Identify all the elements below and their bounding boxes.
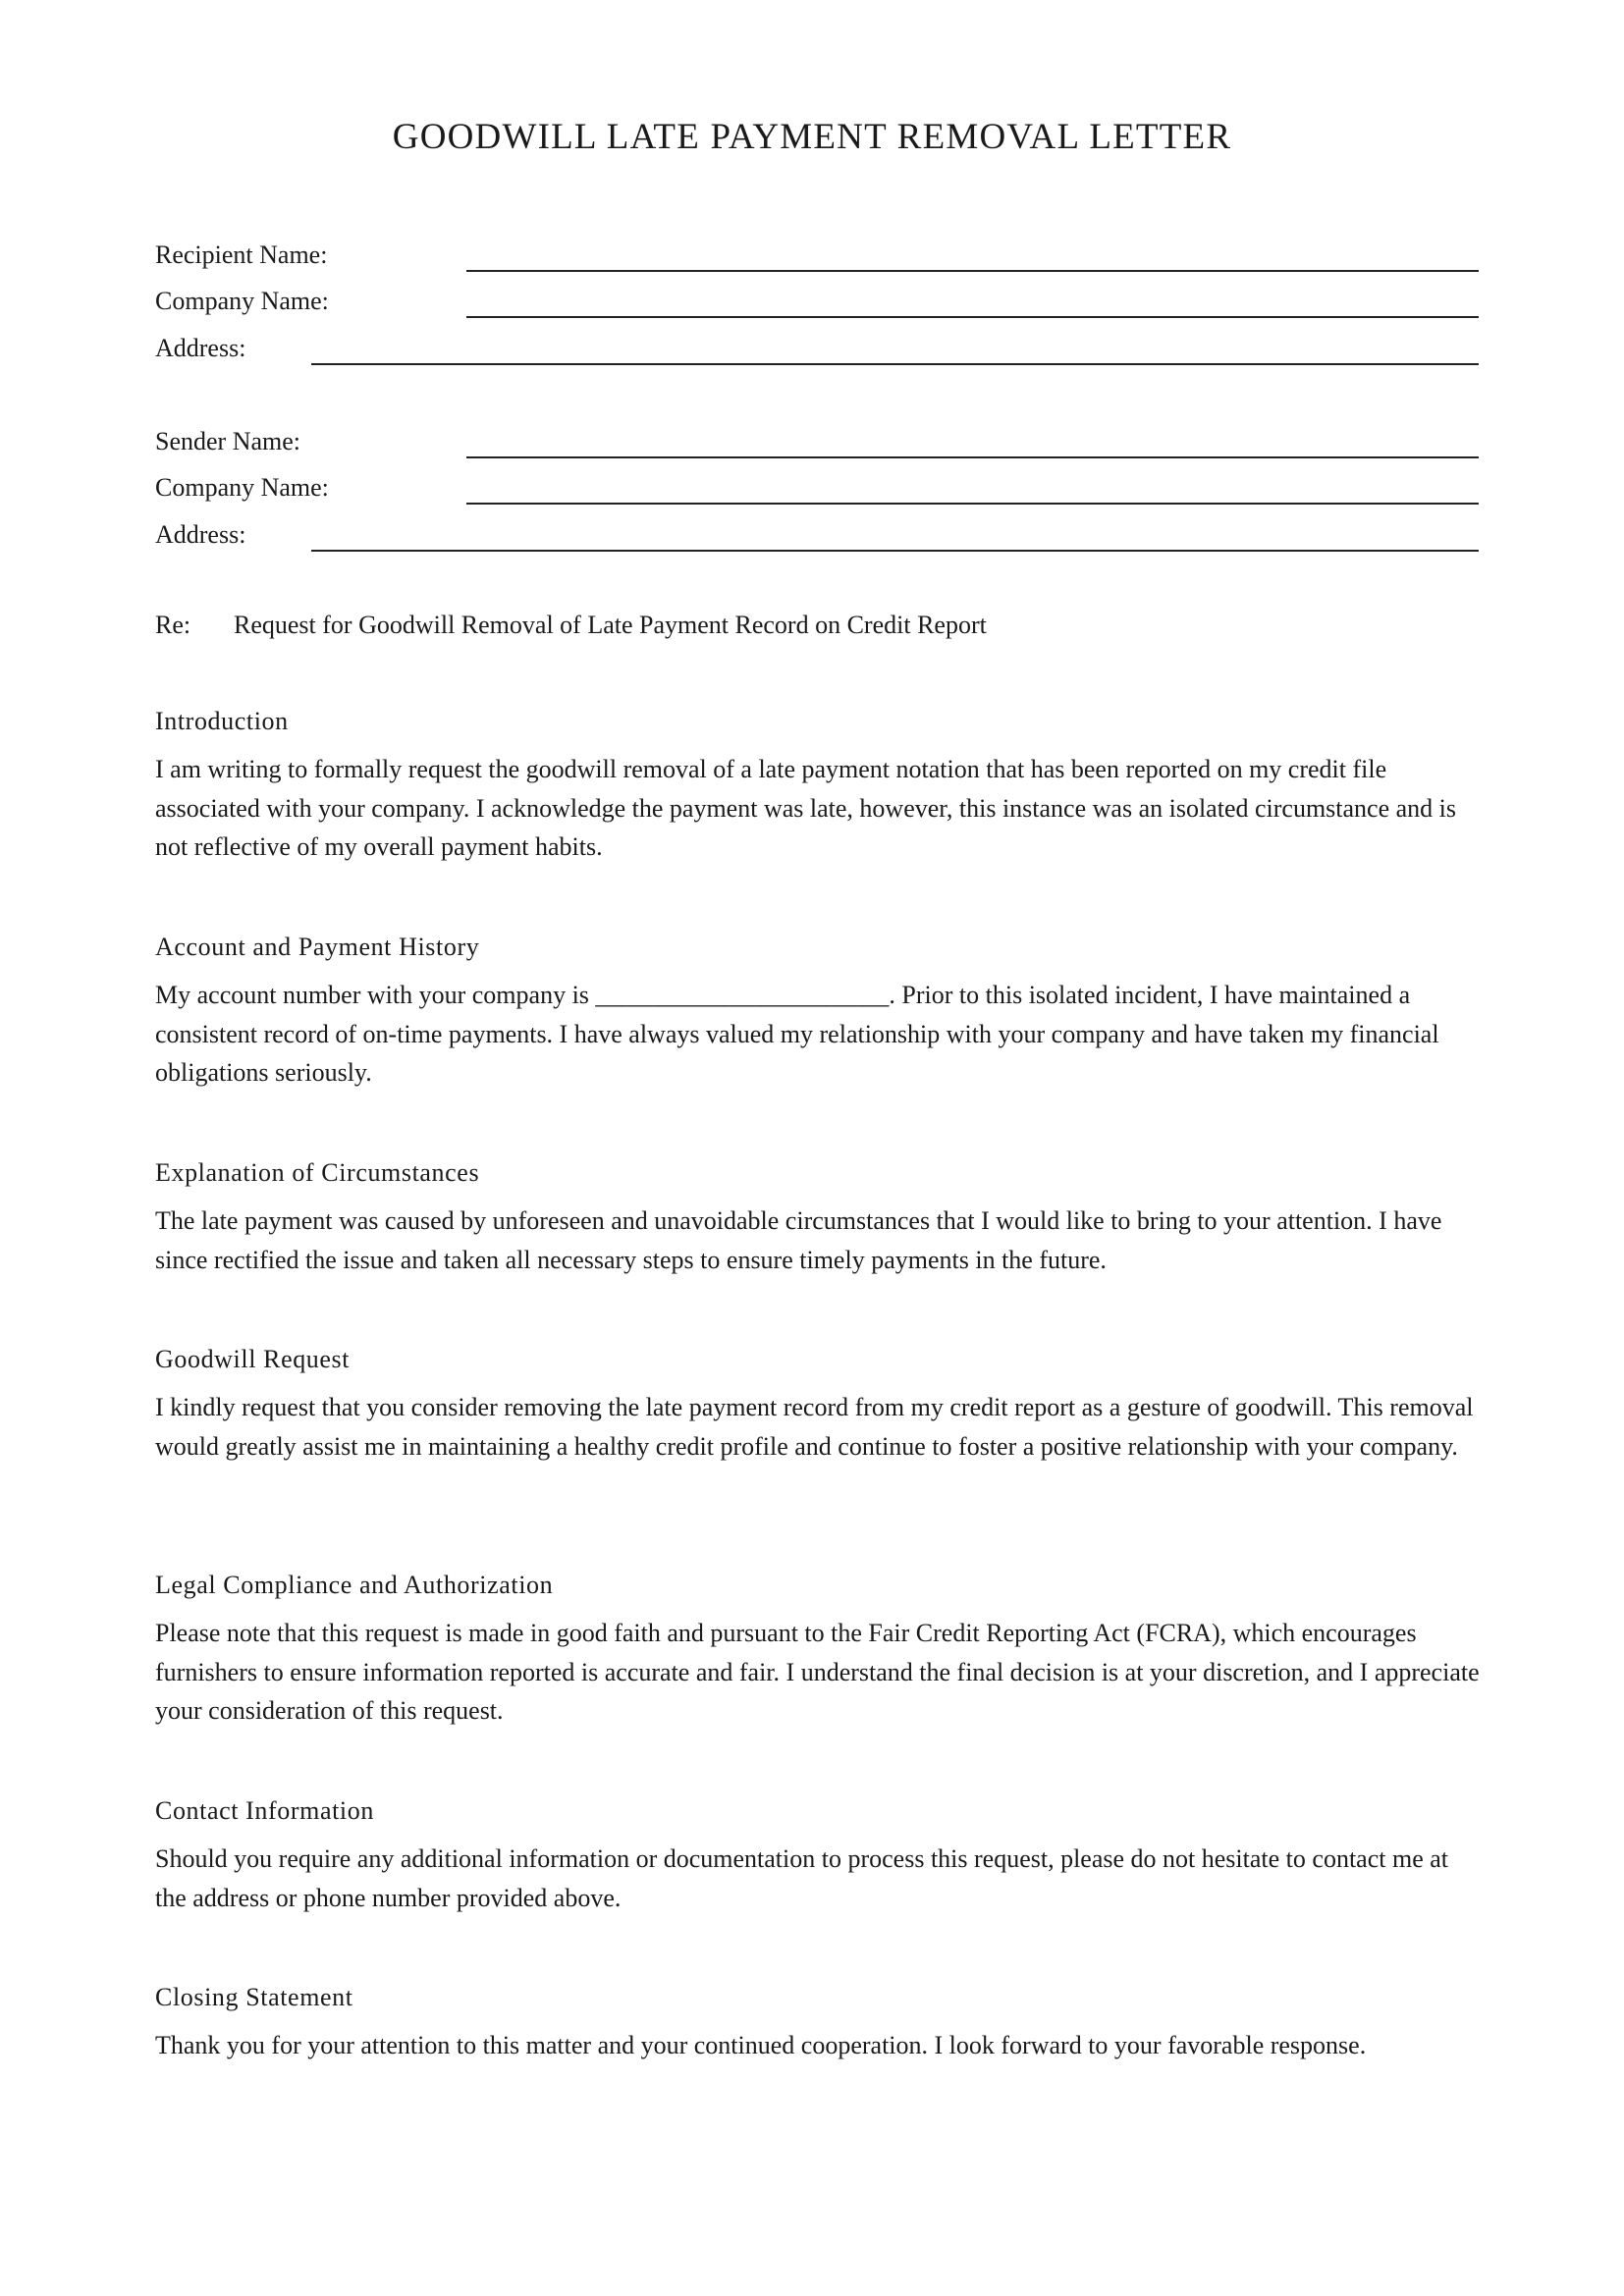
section-goodwill-request <box>155 1345 1483 1466</box>
recipient-address-field[interactable] <box>311 363 1479 365</box>
recipient-name-label: Recipient Name: <box>155 240 328 269</box>
recipient-company-label: Company Name: <box>155 287 329 315</box>
section-body: The late payment was caused by unforeseen and unavoidable circumstances that I would like to bring to your attention. I have since rectified the issue and taken all necessary steps to ensure timely payments in the future. <box>155 1206 1442 1274</box>
section-heading: Legal Compliance and Authorization <box>155 1571 554 1599</box>
section-body: I kindly request that you consider removing the late payment record from my credit report as a gesture of goodwill. This removal would greatly assist me in maintaining a healthy credit profile and continue to foster a positive relationship with your company. <box>155 1393 1474 1461</box>
document-title: GOODWILL LATE PAYMENT REMOVAL LETTER <box>392 117 1232 157</box>
subject-line <box>155 611 987 640</box>
section-closing-statement <box>155 1983 1483 2065</box>
section-body: My account number with your company is _______________________. Prior to this isolated incident, I have maintained a consistent record of on-time payments. I have always valued my relationship with your company and have taken my financial obligations seriously. <box>155 981 1439 1087</box>
recipient-address-label: Address: <box>155 334 246 362</box>
sender-address-label: Address: <box>155 520 246 549</box>
section-heading: Closing Statement <box>155 1983 353 2011</box>
section-explanation <box>155 1158 1483 1279</box>
section-heading: Goodwill Request <box>155 1345 351 1373</box>
section-body: Thank you for your attention to this matter and your continued cooperation. I look forward to your favorable response. <box>155 2031 1367 2059</box>
section-heading: Contact Information <box>155 1796 374 1825</box>
section-body: Should you require any additional information or documentation to process this request, please do not hesitate to contact me at the address or phone number provided above. <box>155 1844 1448 1912</box>
sender-address-field[interactable] <box>311 550 1479 552</box>
sender-name-label: Sender Name: <box>155 427 301 455</box>
section-contact-information <box>155 1796 1483 1917</box>
sender-company-field[interactable] <box>466 503 1479 505</box>
section-body: I am writing to formally request the goodwill removal of a late payment notation that has been reported on my credit file associated with your company. I acknowledge the payment was late, however, this instance was an isolated circumstance and is not reflective of my overall payment habits. <box>155 755 1457 861</box>
subject-label: Re: <box>155 611 191 639</box>
section-account-history <box>155 933 1483 1093</box>
subject-text: Request for Goodwill Removal of Late Payment Record on Credit Report <box>234 611 987 639</box>
recipient-name-field[interactable] <box>466 270 1479 272</box>
section-heading: Introduction <box>155 707 289 735</box>
section-introduction <box>155 707 1483 867</box>
recipient-company-field[interactable] <box>466 316 1479 318</box>
section-heading: Explanation of Circumstances <box>155 1158 480 1187</box>
section-legal-compliance <box>155 1571 1483 1731</box>
sender-company-label: Company Name: <box>155 473 329 502</box>
section-body: Please note that this request is made in good faith and pursuant to the Fair Credit Reporting Act (FCRA), which encourages furnishers to ensure information reported is accurate and fair. I understand the final decision is at your discretion, and I appreciate your consideration of this request. <box>155 1619 1480 1725</box>
sender-name-field[interactable] <box>466 456 1479 458</box>
section-heading: Account and Payment History <box>155 933 480 961</box>
